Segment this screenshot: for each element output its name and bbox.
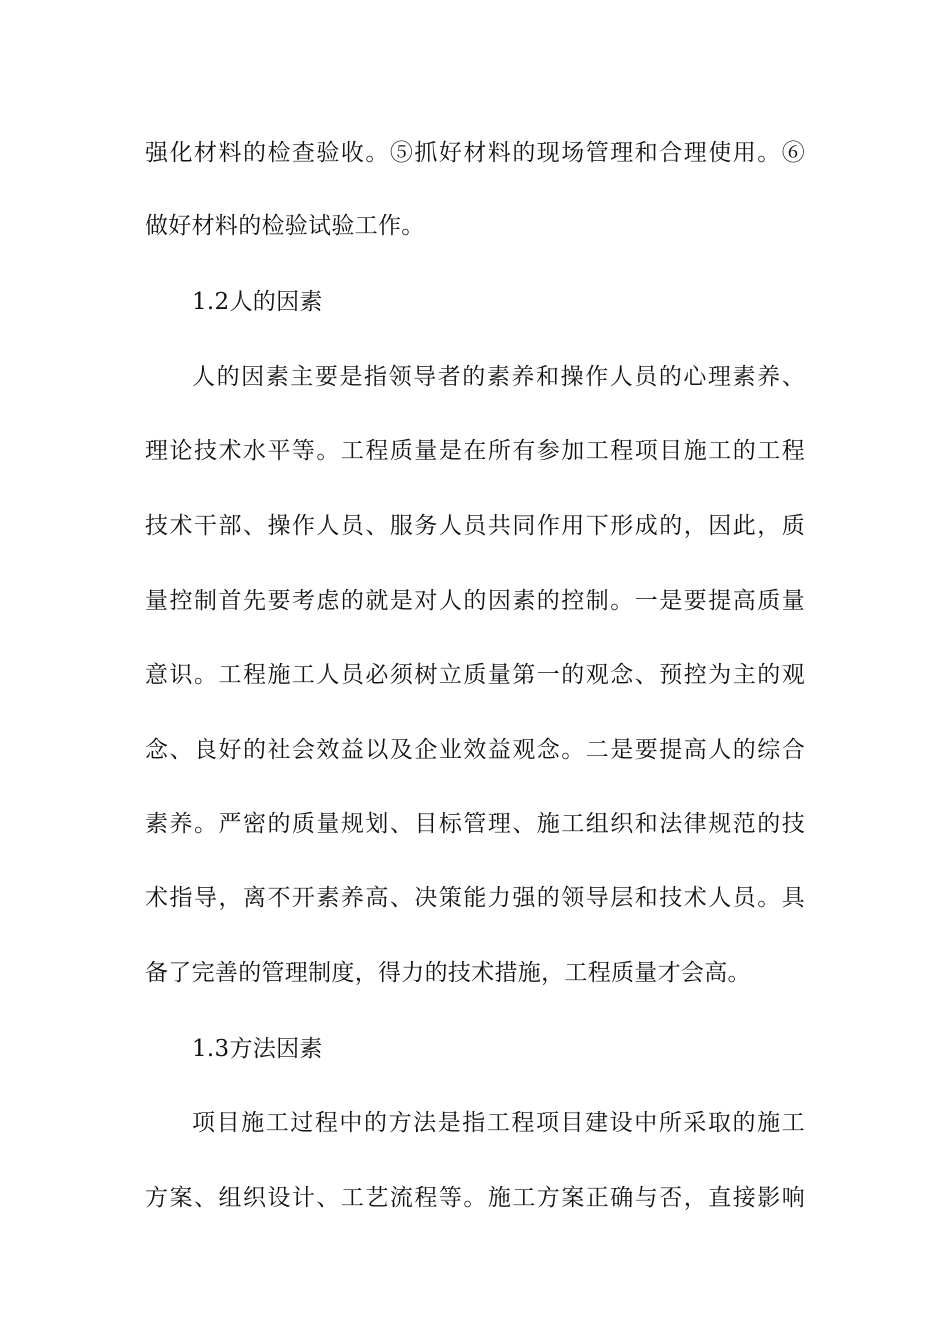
section-heading: 1.3方法因素 (192, 1036, 323, 1062)
section-heading: 1.2人的因素 (192, 289, 323, 315)
paragraph-line: 量控制首先要考虑的就是对人的因素的控制。一是要提高质量 (145, 588, 805, 614)
paragraph-line: 念、良好的社会效益以及企业效益观念。二是要提高人的综合 (145, 737, 805, 763)
paragraph-line: 强化材料的检查验收。⑤抓好材料的现场管理和合理使用。⑥ (145, 140, 805, 166)
paragraph-line: 备了完善的管理制度，得力的技术措施，工程质量才会高。 (145, 960, 751, 986)
paragraph-line: 理论技术水平等。工程质量是在所有参加工程项目施工的工程 (145, 438, 805, 464)
paragraph-line: 意识。工程施工人员必须树立质量第一的观念、预控为主的观 (145, 662, 805, 688)
paragraph-line: 做好材料的检验试验工作。 (145, 213, 425, 239)
paragraph-line: 技术干部、操作人员、服务人员共同作用下形成的，因此，质 (145, 513, 805, 539)
paragraph-line: 素养。严密的质量规划、目标管理、施工组织和法律规范的技 (145, 811, 805, 837)
paragraph-line: 术指导，离不开素养高、决策能力强的领导层和技术人员。具 (145, 885, 805, 911)
paragraph-line: 方案、组织设计、工艺流程等。施工方案正确与否，直接影响 (145, 1185, 805, 1211)
paragraph-line: 人的因素主要是指领导者的素养和操作人员的心理素养、 (192, 364, 805, 390)
paragraph-line: 项目施工过程中的方法是指工程项目建设中所采取的施工 (192, 1110, 805, 1136)
